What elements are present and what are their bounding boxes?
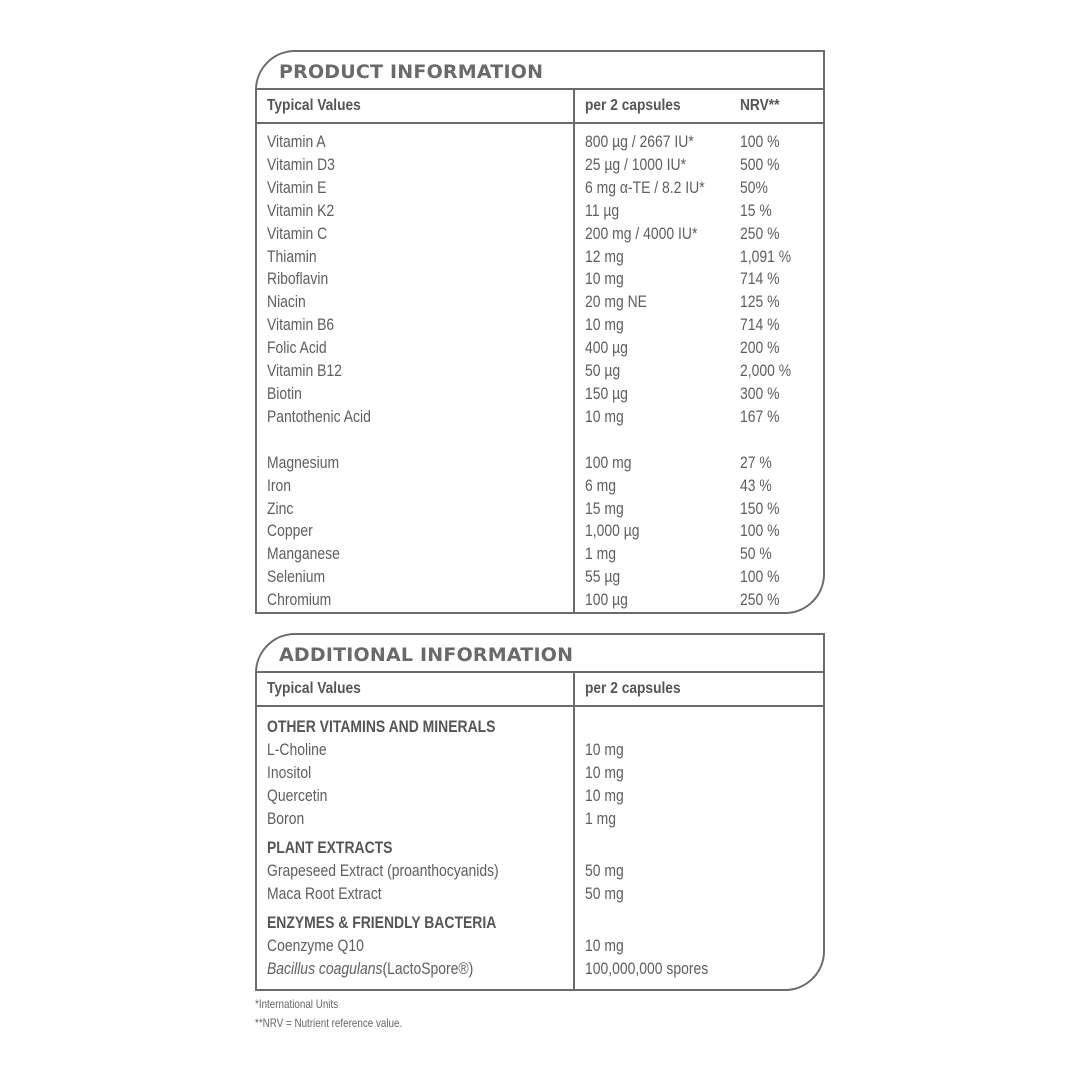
nutrient-amount: 55 µg (585, 567, 621, 587)
ingredient-name-suffix: (LactoSpore®) (382, 959, 474, 978)
nutrient-name: Zinc (267, 498, 294, 518)
table-row (257, 807, 823, 830)
table-row (257, 359, 823, 382)
nutrient-amount: 11 µg (585, 200, 620, 220)
nutrient-name: Thiamin (267, 246, 317, 266)
table-row (257, 565, 823, 588)
ingredient-name: L-Choline (267, 740, 327, 759)
table-row (257, 336, 823, 359)
header-nrv: NRV** (740, 97, 780, 114)
ingredient-amount: 10 mg (585, 740, 624, 759)
nutrient-nrv: 500 % (740, 154, 780, 174)
nutrient-nrv: 100 % (740, 567, 780, 587)
nutrient-amount: 50 µg (585, 361, 621, 380)
nutrient-nrv: 50 % (740, 544, 772, 564)
panel-title: PRODUCT INFORMATION (257, 52, 823, 90)
section-heading (257, 911, 823, 934)
nutrient-amount: 6 mg (585, 475, 616, 495)
nutrient-amount: 15 mg (585, 498, 624, 518)
nutrient-name: Magnesium (267, 452, 340, 472)
nutrient-nrv: 200 % (740, 338, 780, 358)
table-row (257, 519, 823, 542)
nutrient-nrv: 125 % (740, 292, 780, 312)
table-row (257, 199, 823, 222)
table-row (257, 382, 823, 405)
table-row (257, 497, 823, 520)
section-heading (257, 715, 823, 738)
ingredient-amount: 50 mg (585, 884, 624, 903)
nutrient-amount: 10 mg (585, 315, 624, 335)
nutrient-nrv: 100 % (740, 132, 780, 151)
header-per-2-capsules: per 2 capsules (585, 97, 681, 114)
ingredient-name: Maca Root Extract (267, 884, 382, 903)
nutrient-nrv: 300 % (740, 383, 780, 403)
table-row (257, 451, 823, 474)
table-row (257, 738, 823, 761)
ingredient-name: Grapeseed Extract (proanthocyanids) (267, 861, 499, 880)
table-row (257, 245, 823, 268)
table-row (257, 588, 823, 611)
nutrient-name: Vitamin B12 (267, 361, 342, 380)
ingredient-name-italic: Bacillus coagulans (267, 959, 383, 978)
nutrient-amount: 10 mg (585, 269, 624, 289)
nutrient-amount: 800 µg / 2667 IU* (585, 132, 694, 151)
nutrient-nrv: 100 % (740, 521, 780, 541)
ingredient-amount: 10 mg (585, 763, 624, 782)
header-typical-values: Typical Values (267, 680, 361, 697)
nutrient-nrv: 167 % (740, 406, 780, 426)
nutrient-name: Folic Acid (267, 338, 327, 358)
nutrient-name: Iron (267, 475, 292, 495)
nutrient-name: Vitamin A (267, 132, 326, 151)
nutrient-amount: 200 mg / 4000 IU* (585, 223, 698, 243)
table-row (257, 474, 823, 497)
nutrient-name: Vitamin E (267, 177, 327, 197)
footnote-nrv: **NRV = Nutrient reference value. (255, 1016, 403, 1030)
nutrient-name: Manganese (267, 544, 340, 564)
product-information-panel (255, 50, 825, 614)
section-heading-text: OTHER VITAMINS AND MINERALS (267, 717, 496, 736)
section-heading-text: PLANT EXTRACTS (267, 838, 393, 857)
nutrient-name: Vitamin B6 (267, 315, 335, 335)
table-row (257, 222, 823, 245)
nutrient-nrv: 250 % (740, 590, 780, 610)
nutrient-name: Riboflavin (267, 269, 329, 289)
nutrient-nrv: 250 % (740, 223, 780, 243)
ingredient-amount: 100,000,000 spores (585, 959, 709, 978)
table-row (257, 290, 823, 313)
table-row (257, 130, 823, 153)
nutrient-amount: 1 mg (585, 544, 616, 564)
ingredient-name: Quercetin (267, 786, 328, 805)
nutrient-name: Vitamin K2 (267, 200, 335, 220)
ingredient-amount: 10 mg (585, 936, 624, 955)
nutrient-name: Copper (267, 521, 313, 541)
table-row (257, 882, 823, 905)
nutrient-name: Selenium (267, 567, 326, 587)
nutrient-amount: 25 µg / 1000 IU* (585, 154, 687, 174)
table-row (257, 176, 823, 199)
section-heading (257, 836, 823, 859)
table-row (257, 859, 823, 882)
nutrient-nrv: 2,000 % (740, 361, 792, 380)
nutrient-nrv: 27 % (740, 452, 772, 472)
ingredient-amount: 50 mg (585, 861, 624, 880)
nutrient-amount: 6 mg α-TE / 8.2 IU* (585, 177, 705, 197)
nutrient-nrv: 714 % (740, 269, 780, 289)
table-row (257, 761, 823, 784)
nutrient-name: Vitamin C (267, 223, 328, 243)
nutrient-amount: 10 mg (585, 406, 624, 426)
footnote-iu: *International Units (255, 997, 339, 1011)
ingredient-name: Coenzyme Q10 (267, 936, 364, 955)
nutrient-amount: 100 mg (585, 452, 632, 472)
ingredient-name: Boron (267, 809, 305, 828)
nutrient-nrv: 15 % (740, 200, 772, 220)
panel-title: ADDITIONAL INFORMATION (257, 635, 823, 673)
table-row (257, 267, 823, 290)
nutrient-nrv: 150 % (740, 498, 780, 518)
table-row (257, 784, 823, 807)
nutrient-nrv: 1,091 % (740, 246, 792, 266)
header-typical-values: Typical Values (267, 97, 361, 114)
nutrient-nrv: 714 % (740, 315, 780, 335)
ingredient-name: Inositol (267, 763, 312, 782)
nutrient-name: Biotin (267, 383, 302, 403)
ingredient-amount: 10 mg (585, 786, 624, 805)
table-row (257, 153, 823, 176)
section-heading-text: ENZYMES & FRIENDLY BACTERIA (267, 913, 497, 932)
ingredient-amount: 1 mg (585, 809, 616, 828)
nutrient-nrv: 43 % (740, 475, 772, 495)
table-row (257, 934, 823, 957)
ingredient-name (267, 957, 473, 980)
additional-information-panel (255, 633, 825, 991)
nutrient-amount: 100 µg (585, 590, 628, 610)
nutrient-name: Niacin (267, 292, 306, 312)
table-header (257, 90, 823, 124)
nutrient-name: Pantothenic Acid (267, 406, 371, 426)
nutrient-nrv: 50% (740, 177, 768, 197)
table-row (257, 313, 823, 336)
header-per-2-capsules: per 2 capsules (585, 680, 681, 697)
nutrient-amount: 150 µg (585, 383, 628, 403)
nutrient-amount: 400 µg (585, 338, 628, 358)
table-row (257, 957, 823, 980)
table-row (257, 405, 823, 428)
table-row (257, 542, 823, 565)
nutrient-amount: 12 mg (585, 246, 624, 266)
nutrient-name: Chromium (267, 590, 332, 610)
nutrient-amount: 20 mg NE (585, 292, 647, 312)
table-header (257, 673, 823, 707)
nutrient-name: Vitamin D3 (267, 154, 335, 174)
nutrient-amount: 1,000 µg (585, 521, 640, 541)
